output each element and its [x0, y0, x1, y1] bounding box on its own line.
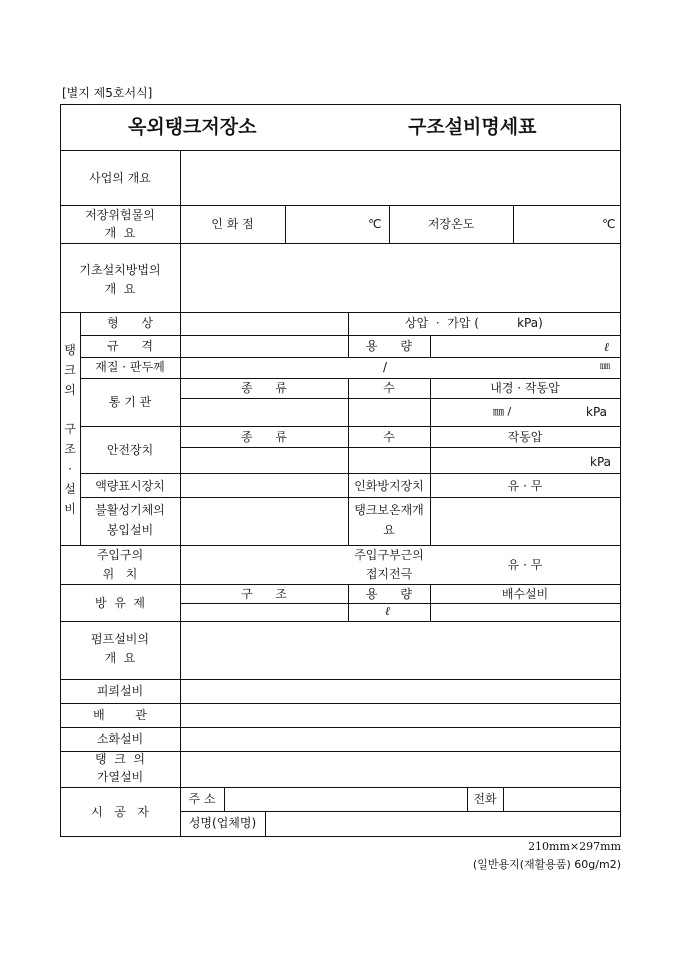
field-insulation[interactable] [431, 498, 620, 545]
field-lightning[interactable] [181, 680, 620, 703]
field-shape[interactable] [181, 313, 348, 335]
field-phone[interactable] [504, 788, 620, 811]
label-business-overview: 사업의 개요 [89, 171, 151, 185]
label-grounding-line1: 주입구부근의 [354, 548, 424, 562]
label-stored-hazmat-line2: 개 요 [104, 226, 136, 240]
unit-kpa-safety: kPa [590, 455, 611, 469]
header-dike-drain: 배수설비 [501, 587, 549, 601]
label-flame-arrester: 인화방지장치 [354, 479, 424, 493]
unit-kpa-vent: kPa [586, 405, 607, 419]
side-char-8: 비 [64, 502, 76, 516]
label-foundation-line2: 개 요 [104, 282, 136, 296]
label-spec: 규 격 [106, 339, 154, 353]
label-vent: 통 기 관 [108, 395, 152, 409]
label-storage-temp: 저장온도 [427, 217, 475, 231]
field-level-gauge[interactable] [181, 474, 348, 497]
field-heating[interactable] [181, 752, 620, 787]
label-inlet-line1: 주입구의 [96, 548, 144, 562]
label-piping: 배 관 [93, 708, 147, 722]
title-right: 구조설비명세표 [408, 116, 537, 138]
label-grounding-line2: 접지전극 [365, 567, 413, 581]
header-vent-count: 수 [383, 381, 395, 395]
title-left: 옥외탱크저장소 [128, 116, 257, 138]
label-capacity: 용 량 [365, 339, 413, 353]
unit-mm-material: ㎜ [600, 361, 610, 372]
field-safety-count[interactable] [349, 448, 430, 473]
field-foundation[interactable] [181, 244, 620, 312]
label-name: 성명(업체명) [188, 816, 257, 830]
side-char-1: 탱 [64, 343, 76, 357]
unit-celsius-flash: ℃ [368, 217, 382, 231]
label-material: 재질 · 판두께 [95, 360, 165, 374]
field-address[interactable] [225, 788, 467, 811]
flame-arrester-yes-no[interactable]: 유 · 무 [507, 479, 543, 493]
field-safety-type[interactable] [181, 448, 348, 473]
unit-celsius-storage: ℃ [602, 217, 616, 231]
header-safety-type: 종 류 [240, 430, 288, 444]
footer-paper-type: (일반용지(재활용품) 60g/m2) [472, 858, 621, 871]
material-slash: / [383, 360, 388, 374]
header-vent-inner-pressure: 내경 · 작동압 [490, 381, 560, 395]
label-address: 주 소 [188, 792, 216, 806]
label-heating-line1: 탱 크 의 [94, 752, 146, 766]
unit-liter: ℓ [604, 340, 609, 354]
label-phone: 전화 [473, 792, 497, 806]
label-inert-line2: 봉입설비 [106, 523, 154, 537]
field-material[interactable] [181, 358, 620, 378]
form-number: [별지 제5호서식] [62, 86, 153, 100]
label-fire-ext: 소화설비 [96, 732, 144, 746]
label-inlet-line2: 위 치 [102, 567, 138, 581]
header-safety-op-pressure: 작동압 [507, 430, 543, 444]
header-safety-count: 수 [383, 430, 395, 444]
side-char-3: 의 [64, 383, 76, 397]
unit-liter-dike: ℓ [385, 604, 390, 618]
vent-units-mm: ㎜ / [493, 405, 512, 418]
header-dike-capacity: 용 량 [365, 587, 413, 601]
label-pressure: 상압 · 가압 ( kPa) [405, 316, 543, 330]
footer-paper-size: 210mm×297mm [528, 840, 621, 853]
label-insulation-line1: 탱크보온재개 [354, 503, 424, 517]
grounding-yes-no[interactable]: 유 · 무 [507, 558, 543, 572]
label-insulation-line2: 요 [383, 523, 395, 537]
field-vent-count[interactable] [349, 399, 430, 426]
field-vent-type[interactable] [181, 399, 348, 426]
field-piping[interactable] [181, 704, 620, 727]
label-level-gauge: 액량표시장치 [95, 479, 165, 493]
field-spec[interactable] [181, 336, 348, 357]
side-char-6: · [68, 462, 72, 476]
field-dike-structure[interactable] [181, 604, 348, 621]
side-char-7: 설 [64, 482, 76, 496]
field-pump[interactable] [181, 622, 620, 679]
side-char-4: 구 [64, 422, 76, 436]
label-flash-point: 인 화 점 [211, 217, 254, 231]
label-foundation-line1: 기초설치방법의 [79, 263, 161, 277]
label-heating-line2: 가열설비 [96, 770, 144, 784]
side-char-2: 크 [64, 363, 76, 377]
field-inlet-position[interactable] [181, 546, 348, 584]
label-inert-line1: 불활성기체의 [95, 503, 165, 517]
field-business-overview[interactable] [181, 151, 620, 205]
label-pump-line2: 개 요 [104, 651, 136, 665]
side-char-5: 조 [64, 442, 76, 456]
label-contractor: 시 공 자 [91, 805, 149, 819]
field-inert-gas[interactable] [181, 498, 348, 545]
field-capacity[interactable] [431, 336, 620, 357]
label-stored-hazmat-line1: 저장위험물의 [85, 208, 155, 222]
label-dike: 방 유 제 [94, 596, 146, 610]
header-vent-type: 종 류 [240, 381, 288, 395]
label-shape: 형 상 [106, 316, 154, 330]
label-lightning: 피뢰설비 [96, 684, 144, 698]
field-name[interactable] [266, 812, 620, 836]
header-dike-structure: 구 조 [240, 587, 288, 601]
label-safety: 안전장치 [106, 443, 154, 457]
field-dike-drain[interactable] [431, 604, 620, 621]
field-fire-ext[interactable] [181, 728, 620, 751]
label-pump-line1: 펌프설비의 [91, 632, 149, 646]
